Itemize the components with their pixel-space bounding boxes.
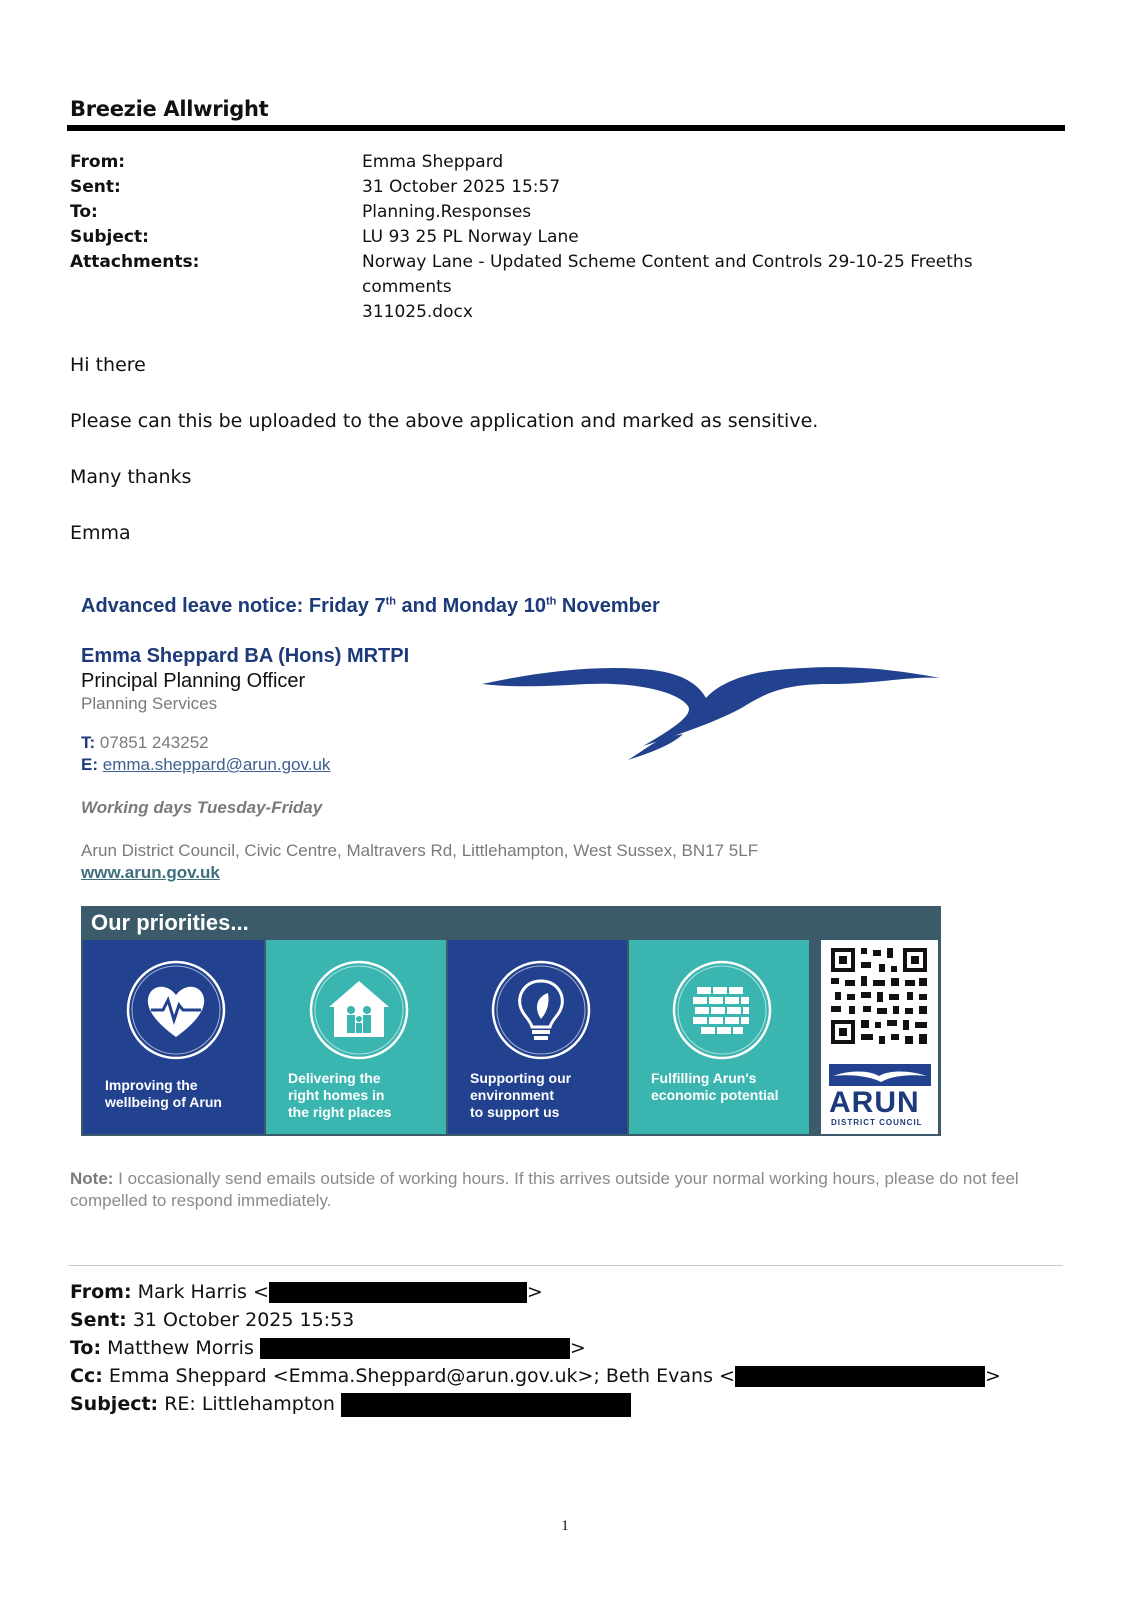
tile-text-environment: Supporting our environment to support us (470, 1070, 572, 1120)
seagull-logo-icon (478, 662, 948, 762)
tile-text-wellbeing: Improving the wellbeing of Arun (105, 1077, 222, 1110)
working-days: Working days Tuesday-Friday (81, 798, 323, 817)
fwd-sent-line (70, 1306, 354, 1334)
priority-tile-wellbeing (83, 940, 264, 1134)
tile-text-economy: Fulfilling Arun's economic potential (651, 1070, 779, 1103)
fwd-subject-value: RE: Littlehampton (158, 1393, 341, 1415)
note-label: Note: (70, 1169, 114, 1188)
redaction-bar (269, 1282, 527, 1303)
note-text: I occasionally send emails outside of working hours. If this arrives outside your normal working hours, please do not feel compelled to respond immediately. (70, 1169, 1019, 1210)
subject-label: Subject: (70, 227, 149, 247)
signature-department: Planning Services (81, 694, 218, 713)
subject-value: LU 93 25 PL Norway Lane (362, 227, 579, 247)
fwd-from-name: Mark Harris < (131, 1281, 269, 1303)
attachment-name-line1: Norway Lane - Updated Scheme Content and Controls 29-10-25 Freeths comments (362, 252, 973, 297)
redaction-bar (341, 1393, 631, 1417)
redaction-bar (735, 1366, 985, 1387)
sender-name: Emma (70, 522, 131, 544)
from-label: From: (70, 152, 126, 172)
fwd-subject-line (70, 1390, 631, 1418)
fwd-from-line: From: Mark Harris < > (70, 1281, 543, 1303)
message-separator (68, 1265, 1063, 1266)
council-address: Arun District Council, Civic Centre, Maltravers Rd, Littlehampton, West Sussex, BN17 5LF (81, 841, 759, 860)
from-value: Emma Sheppard (362, 152, 504, 172)
signature-name: Emma Sheppard BA (Hons) MRTPI (81, 645, 410, 667)
attachment-link[interactable] (362, 250, 1062, 325)
working-hours-note (70, 1168, 1060, 1212)
email-line (81, 755, 330, 775)
website-link[interactable]: www.arun.gov.uk (81, 863, 220, 882)
qr-code-icon[interactable] (821, 940, 938, 1058)
arun-logo-subtitle: DISTRICT COUNCIL (831, 1118, 923, 1127)
document-owner-name: Breezie Allwright (70, 97, 269, 121)
qr-logo-panel (821, 940, 938, 1134)
arun-logo-word: ARUN (829, 1086, 920, 1119)
email-label: E: (81, 755, 98, 774)
lightbulb-leaf-icon (486, 955, 596, 1065)
arun-logo-wave-icon (829, 1064, 931, 1086)
leave-notice: Advanced leave notice: Friday 7th and Monday 10th November (81, 595, 660, 617)
fwd-cc-value: Emma Sheppard <Emma.Sheppard@arun.gov.uk>; Beth Evans < (102, 1365, 735, 1387)
fwd-to-label: To: (70, 1337, 102, 1359)
priority-tile-economy (629, 940, 809, 1134)
redaction-bar (260, 1338, 570, 1359)
page-number: 1 (561, 1518, 569, 1534)
fwd-from-label: From: (70, 1281, 132, 1303)
tile-text-homes: Delivering the right homes in the right places (288, 1070, 392, 1120)
greeting: Hi there (70, 354, 146, 376)
phone-number: 07851 243252 (99, 733, 209, 752)
to-label: To: (70, 202, 98, 222)
attachments-label: Attachments: (70, 252, 200, 272)
to-value: Planning.Responses (362, 202, 532, 222)
priority-tile-environment (448, 940, 627, 1134)
priorities-banner (81, 906, 941, 1136)
fwd-cc-line: Cc: Emma Sheppard <Emma.Sheppard@arun.gov.uk>; Beth Evans < > (70, 1365, 1001, 1387)
fwd-cc-label: Cc: (70, 1365, 103, 1387)
heart-icon (121, 955, 231, 1065)
signature-title: Principal Planning Officer (81, 670, 306, 692)
house-family-icon (304, 955, 414, 1065)
fwd-subject-label: Subject: (70, 1393, 159, 1415)
request-text: Please can this be uploaded to the above application and marked as sensitive. (70, 410, 819, 432)
email-link[interactable]: emma.sheppard@arun.gov.uk (102, 755, 331, 774)
header-rule (67, 125, 1065, 131)
fwd-to-line: To: Matthew Morris > (70, 1337, 586, 1359)
phone-label: T: (81, 733, 96, 752)
priority-tile-homes (266, 940, 446, 1134)
fwd-sent-value: 31 October 2025 15:53 (126, 1309, 355, 1331)
attachment-name-line2: 311025.docx (362, 302, 473, 322)
fwd-to-name: Matthew Morris (101, 1337, 260, 1359)
sent-value: 31 October 2025 15:57 (362, 177, 561, 197)
sent-label: Sent: (70, 177, 121, 197)
phone-line (81, 733, 209, 753)
fwd-sent-label: Sent: (70, 1309, 127, 1331)
banner-title: Our priorities... (91, 910, 249, 935)
thanks-text: Many thanks (70, 466, 192, 488)
brick-wall-icon (667, 955, 777, 1065)
